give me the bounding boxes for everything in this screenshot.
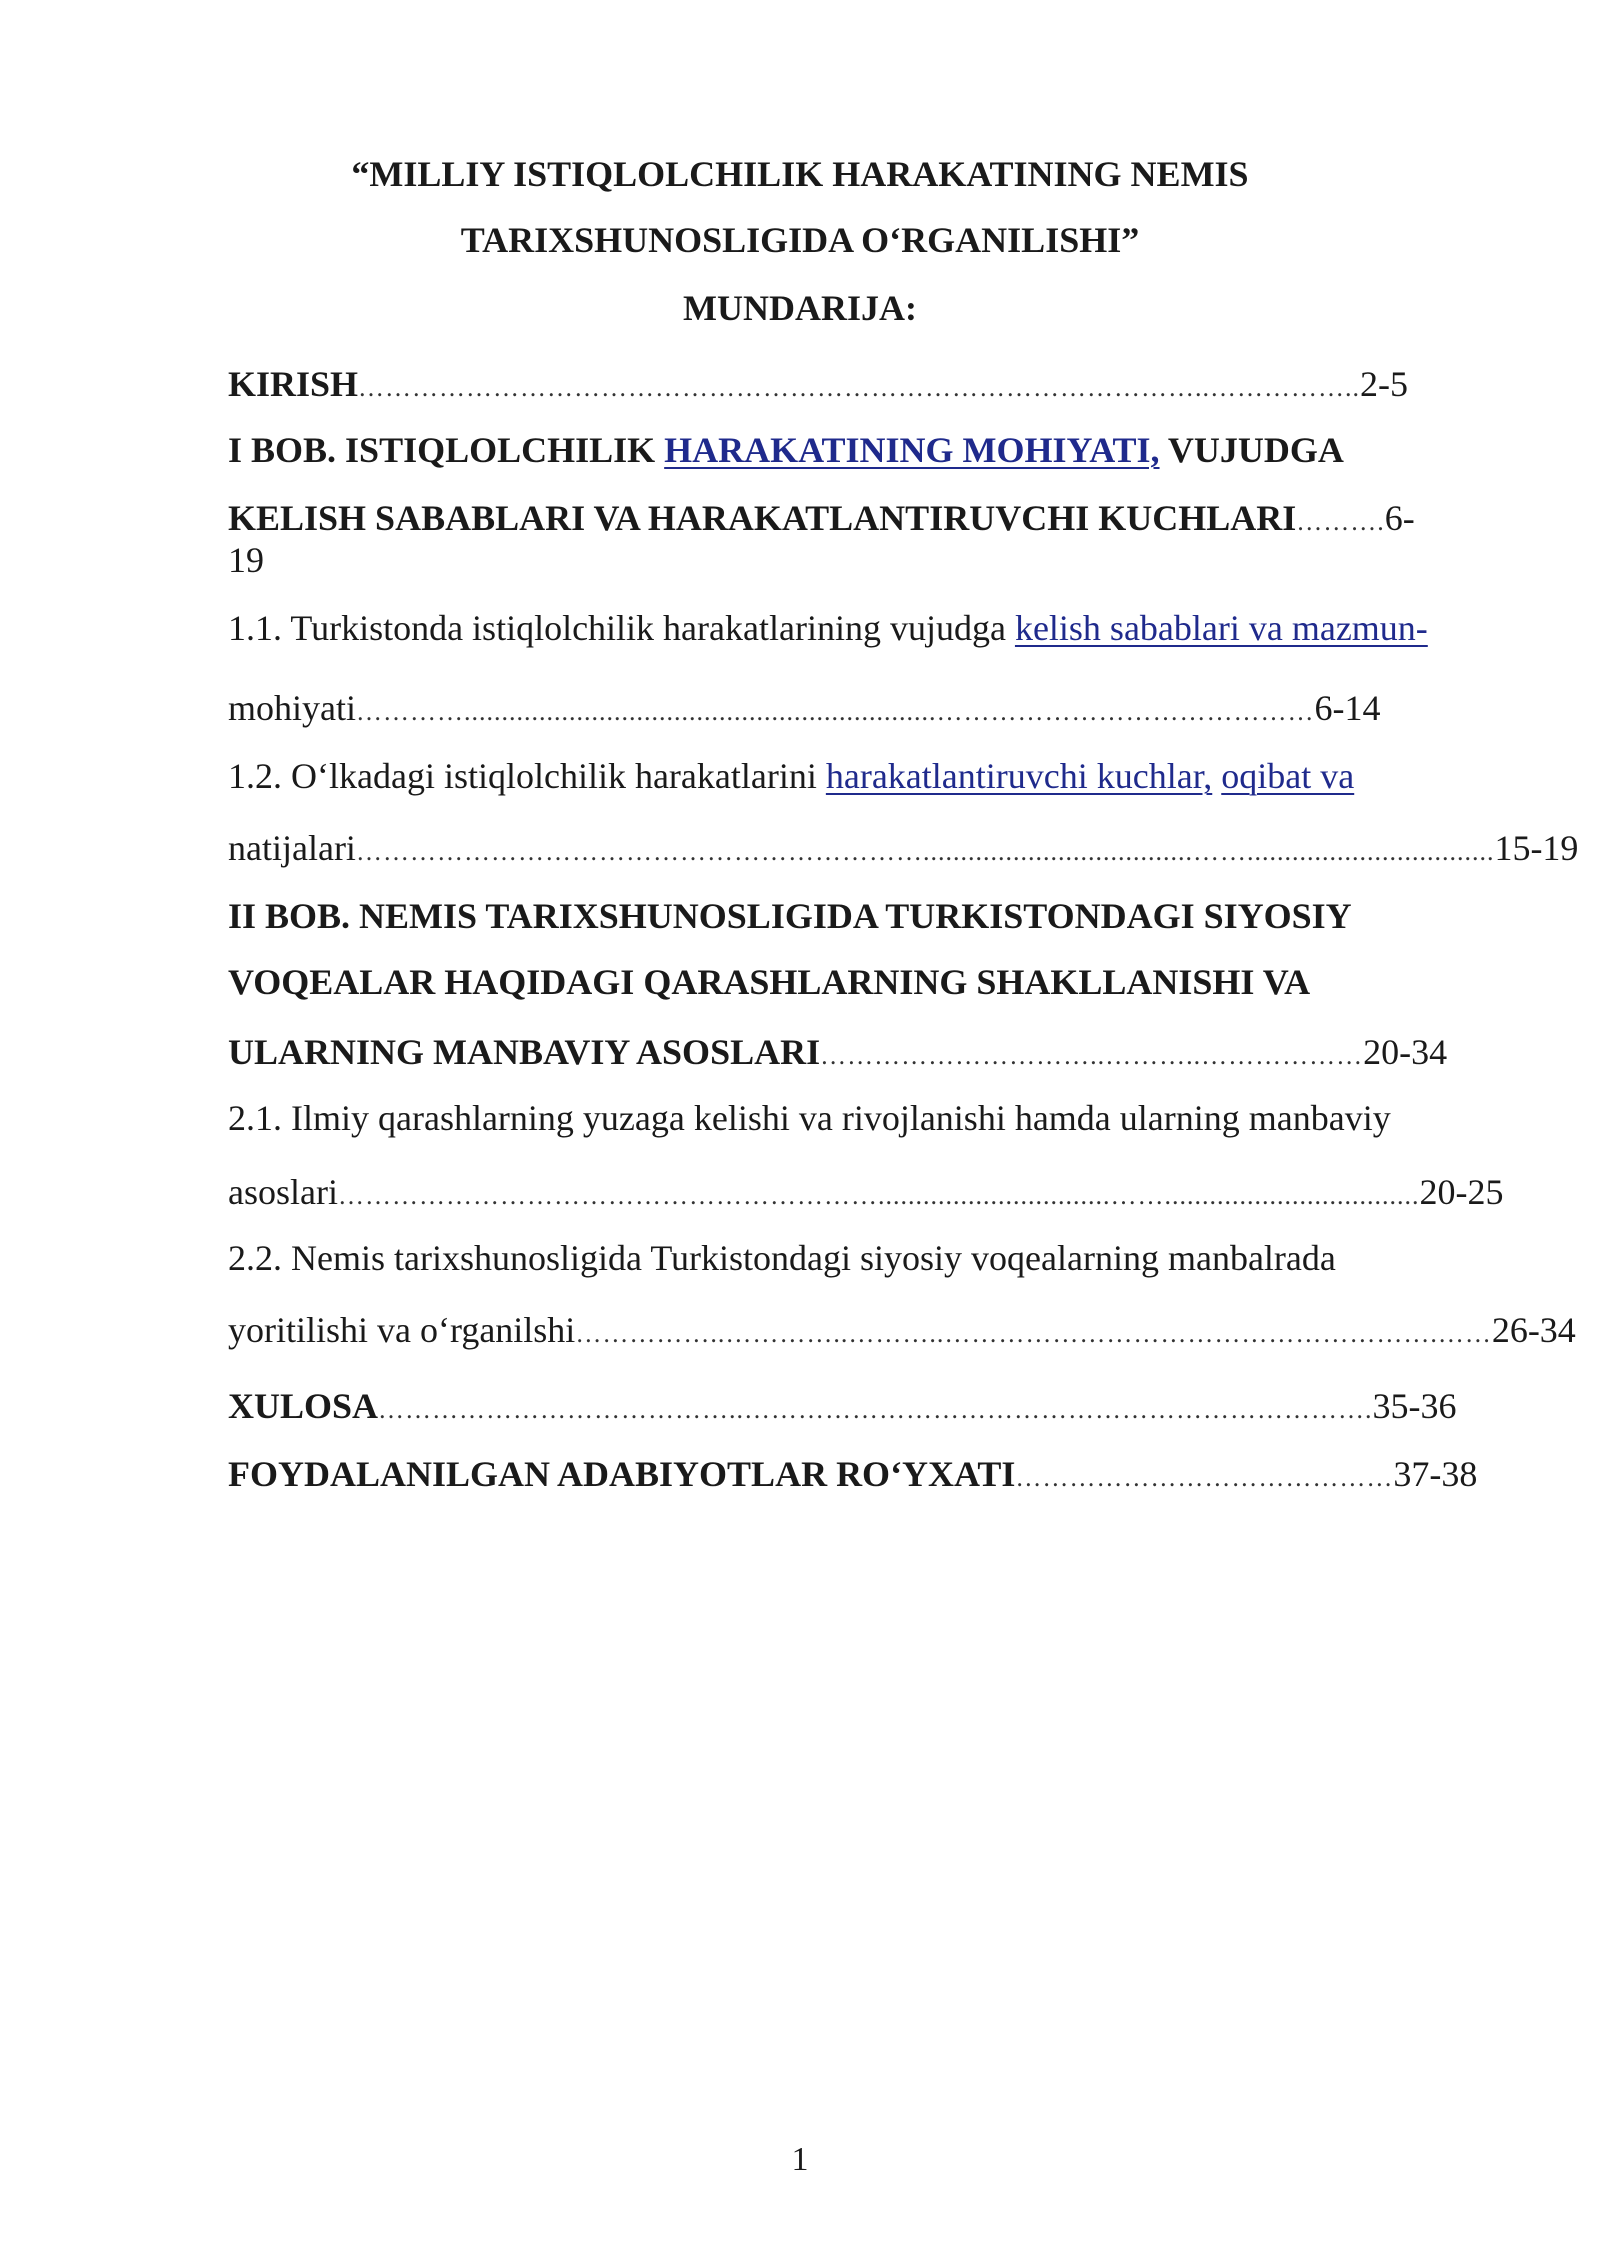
title-line-1: “MILLIY ISTIQLOLCHILIK HARAKATINING NEMIS: [351, 154, 1249, 194]
toc-entry-label: natijalari: [228, 828, 356, 868]
toc-entry-label: I BOB. ISTIQLOLCHILIK: [228, 430, 665, 470]
toc-entry-label: KIRISH: [228, 364, 359, 404]
title-line-2: TARIXSHUNOSLIGIDA O‘RGANILISHI”: [460, 220, 1140, 260]
toc-entry-label: 1.1. Turkistonda istiqlolchilik harakatlarining vujudga: [228, 608, 1015, 648]
toc-entry-2-1-line2[interactable]: [228, 1170, 1504, 1218]
dot-leader: …………………………..………..………………: [820, 1041, 1364, 1070]
toc-link-kelish-sabablari[interactable]: kelish sabablari va mazmun-: [1014, 608, 1428, 648]
toc-entry-1-1-line1: [228, 606, 1486, 650]
toc-entry-foydalanilgan-adabiyotlar[interactable]: [228, 1452, 1486, 1500]
dot-leader: ……………………………………: [1015, 1463, 1394, 1492]
toc-page-range: 6-14: [1314, 688, 1381, 728]
toc-entry-kirish[interactable]: [228, 362, 1486, 410]
toc-link-harakatining-mohiyati[interactable]: HARAKATINING MOHIYATI,: [664, 430, 1160, 470]
dot-leader: ………………………………………………………....................................…….................................: [355, 837, 1495, 866]
toc-page-range: 26-34: [1491, 1310, 1576, 1350]
toc-page-range: 15-19: [1494, 828, 1579, 868]
toc-page-range: 2-5: [1360, 364, 1409, 404]
toc-entry-label: yoritilishi va o‘rganilshi: [228, 1310, 576, 1350]
dot-leader: ……………………………………………………...............................……..................................: [337, 1181, 1420, 1210]
toc-page-range: 20-25: [1419, 1172, 1504, 1212]
toc-entry-label: VUJUDGA: [1159, 430, 1344, 470]
toc-link-harakatlantiruvchi-kuchlar[interactable]: harakatlantiruvchi kuchlar,: [825, 756, 1213, 796]
toc-entry-bob2-line1: II BOB. NEMIS TARIXSHUNOSLIGIDA TURKISTONDAGI SIYOSIY: [228, 896, 1352, 936]
toc-entry-xulosa[interactable]: [228, 1384, 1486, 1432]
toc-entry-bob1-pages-cont: 19: [228, 540, 264, 580]
toc-entry-bob2-line3[interactable]: [228, 1030, 1486, 1078]
dot-leader: …………...............................................................……………………………………: [356, 697, 1315, 726]
toc-entry-label: asoslari: [228, 1172, 338, 1212]
toc-entry-label: mohiyati: [228, 688, 356, 728]
dot-leader: ……….: [1296, 507, 1385, 536]
toc-heading: MUNDARIJA:: [683, 288, 917, 328]
toc-entry-label: XULOSA: [228, 1386, 379, 1426]
toc-page-range: 6-: [1384, 498, 1415, 538]
page-number: 1: [791, 2141, 809, 2178]
toc-page-range: 35-36: [1372, 1386, 1457, 1426]
toc-entry-2-2-line1: 2.2. Nemis tarixshunosligida Turkistondagi siyosiy voqealarning manbalrada: [228, 1238, 1336, 1278]
toc-entry-label: FOYDALANILGAN ADABIYOTLAR RO‘YXATI: [228, 1454, 1016, 1494]
toc-entry-1-2-line2[interactable]: [228, 826, 1579, 874]
toc-entry-2-2-line2[interactable]: [228, 1308, 1576, 1356]
toc-entry-bob1-line2[interactable]: [228, 496, 1486, 544]
toc-entry-bob2-line2: VOQEALAR HAQIDAGI QARASHLARNING SHAKLLANISHI VA: [228, 962, 1311, 1002]
toc-entry-label: KELISH SABABLARI VA HARAKATLANTIRUVCHI KUCHLARI: [228, 498, 1297, 538]
dot-leader: ……………..…………..………..……………………………………………….……: [575, 1319, 1492, 1348]
toc-entry-2-1-line1: 2.1. Ilmiy qarashlarning yuzaga kelishi va rivojlanishi hamda ularning manbaviy: [228, 1098, 1391, 1138]
toc-entry-1-2-line1: [228, 754, 1486, 798]
toc-link-oqibat-va[interactable]: oqibat va: [1221, 756, 1355, 796]
toc-page-range: 20-34: [1363, 1032, 1448, 1072]
dot-leader: …………………………………..…………………………………………………………….: [378, 1395, 1373, 1424]
dot-leader: …………………………………………………………………………………..……………..: [358, 373, 1361, 402]
toc-page-range: 37-38: [1393, 1454, 1478, 1494]
toc-entry-label: ULARNING MANBAVIY ASOSLARI: [228, 1032, 821, 1072]
toc-entry-bob1-line1: [228, 428, 1486, 472]
toc-entry-label: 1.2. O‘lkadagi istiqlolchilik harakatlarini: [228, 756, 826, 796]
toc-entry-1-1-line2[interactable]: [228, 686, 1486, 734]
